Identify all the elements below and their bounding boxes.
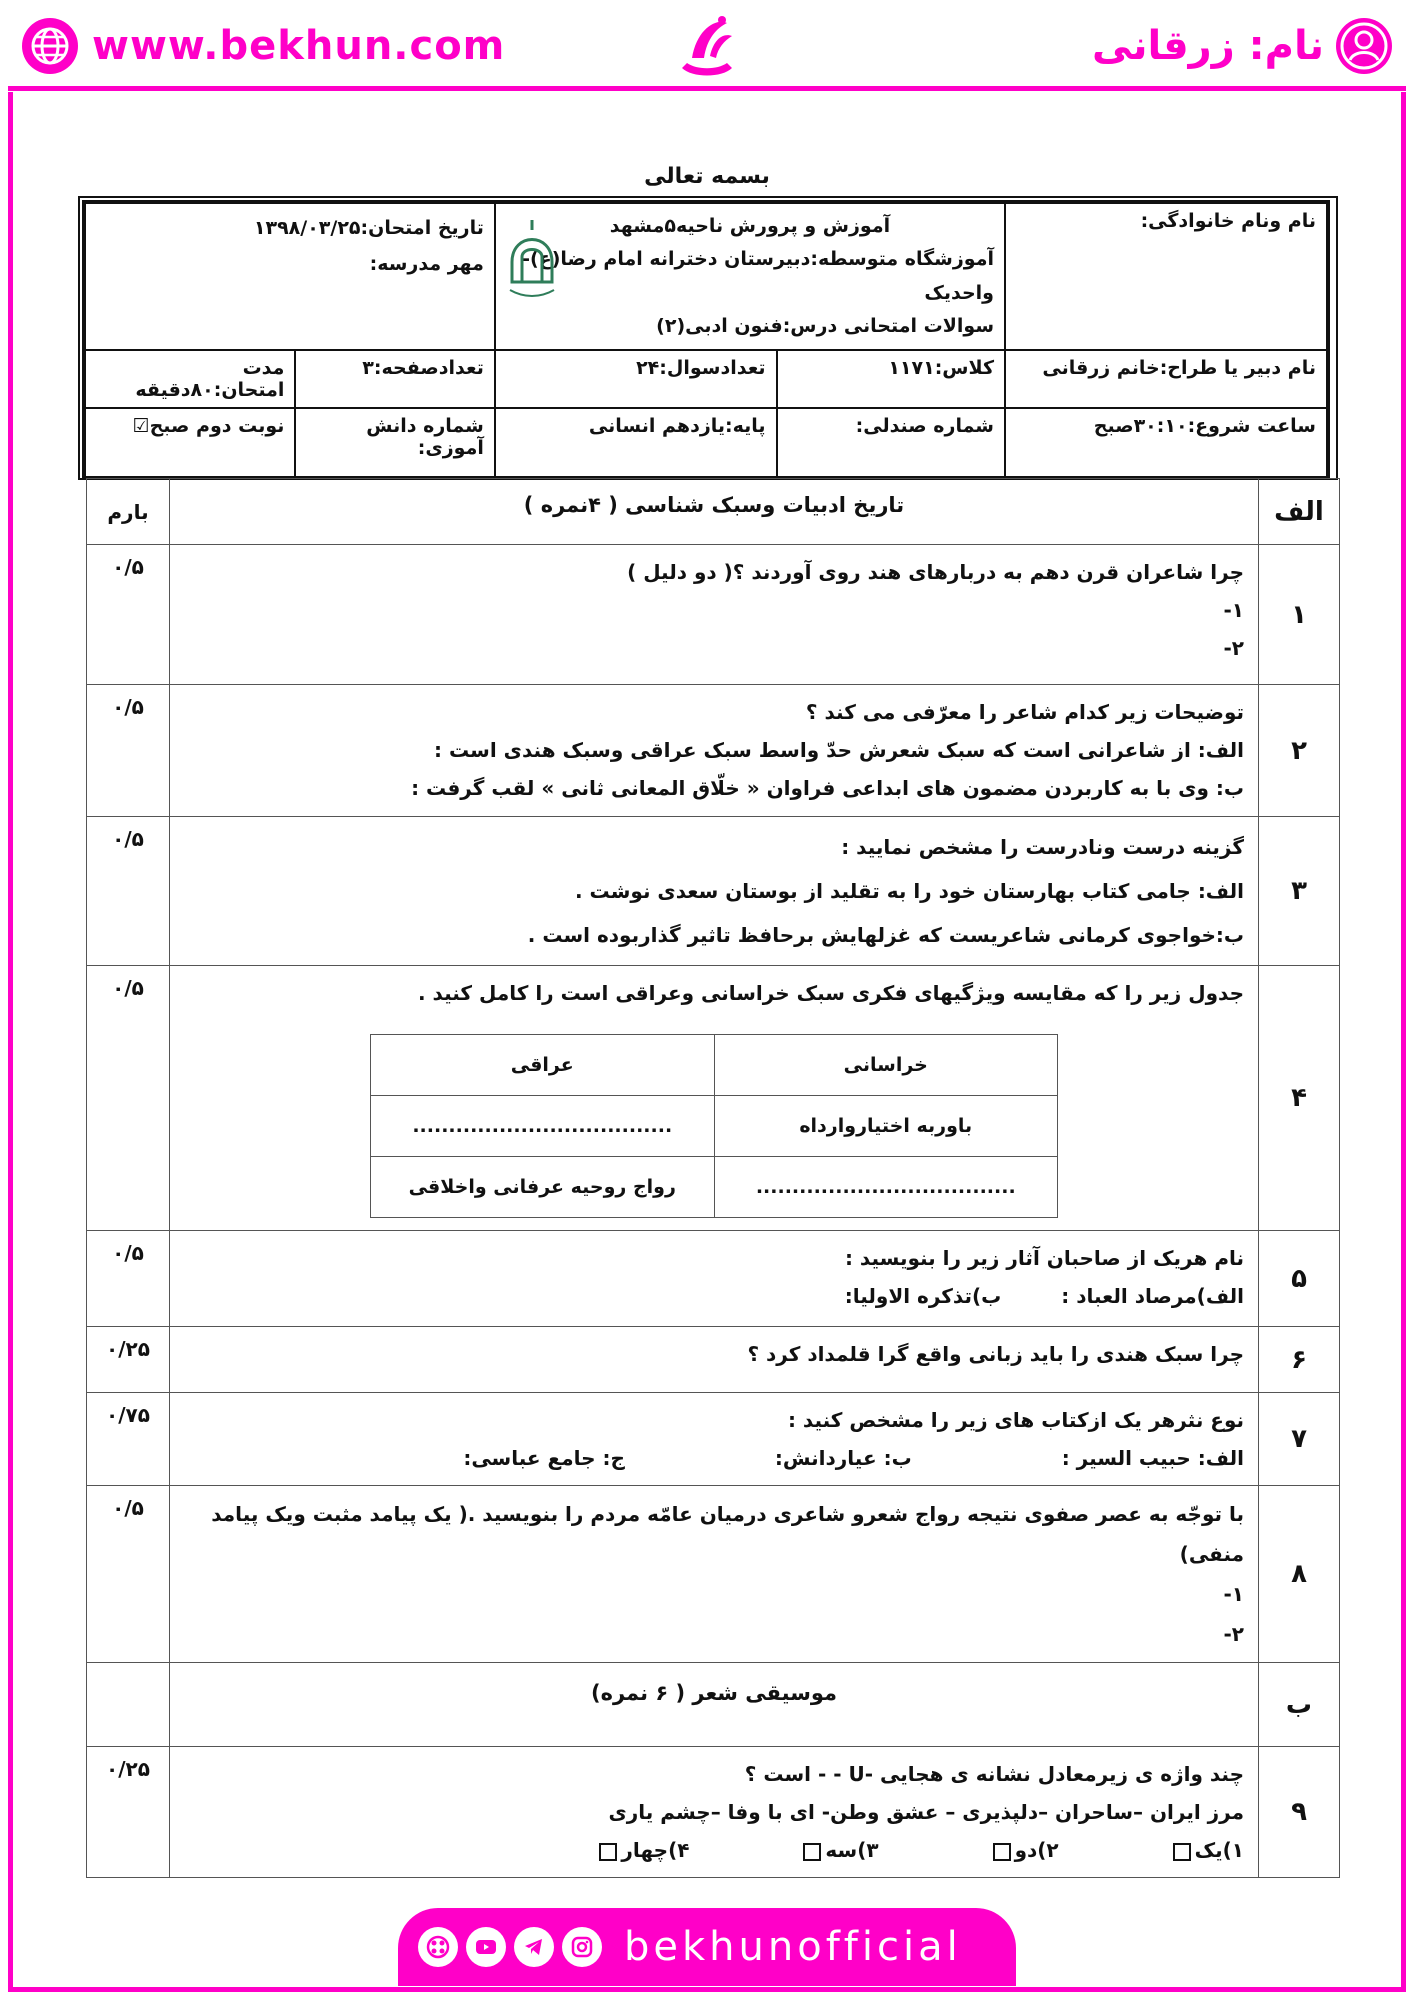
start-time: ساعت شروع:۳۰:۱۰صبح	[1005, 408, 1328, 478]
question-body	[170, 1747, 1259, 1878]
question-row	[87, 1747, 1340, 1878]
exam-duration: مدت امتحان:۸۰دقیقه	[84, 350, 295, 408]
user-icon	[1336, 18, 1392, 74]
question-body	[170, 1393, 1259, 1486]
social-handle[interactable]: bekhunofficial	[624, 1924, 962, 1970]
question-part-b: ب)تذکره الاولیا:	[844, 1284, 1002, 1308]
question-body	[170, 545, 1259, 685]
page-heading: بسمه تعالی	[644, 164, 770, 189]
class-number: کلاس:۱۱۷۱	[777, 350, 1005, 408]
question-row	[87, 817, 1340, 966]
question-row	[87, 1486, 1340, 1663]
answer-options	[184, 1831, 1244, 1869]
question-number: ۵	[1259, 1231, 1340, 1327]
section-a-title: تاریخ ادبیات وسبک شناسی ( ۴نمره )	[170, 479, 1259, 545]
question-parts	[184, 1277, 1244, 1315]
telegram-icon[interactable]	[514, 1927, 554, 1967]
exam-shift: نوبت دوم صبح☑	[84, 408, 295, 478]
question-body	[170, 685, 1259, 817]
table-cell: باوربه اختیاروارداه	[714, 1096, 1058, 1157]
question-part-b: ب: عیاردانش:	[774, 1446, 912, 1470]
student-number[interactable]: شماره دانش آموزی:	[295, 408, 494, 478]
checkbox[interactable]	[993, 1843, 1011, 1861]
question-count: تعدادسوال:۲۴	[495, 350, 777, 408]
social-bar	[398, 1908, 1016, 1986]
question-part-c: ج: جامع عباسی:	[463, 1446, 625, 1470]
aparat-icon[interactable]	[418, 1927, 458, 1967]
question-text: گزینه درست ونادرست را مشخص نمایید :	[841, 835, 1244, 859]
seat-number[interactable]: شماره صندلی:	[777, 408, 1005, 478]
answer-line[interactable]: ۱-	[1223, 598, 1244, 622]
site-url: www.bekhun.com	[92, 23, 506, 69]
option-label: ۲)دو	[1014, 1838, 1059, 1862]
score-header: بارم	[87, 479, 170, 545]
site-link[interactable]	[22, 16, 505, 76]
question-text: نوع نثرهر یک ازکتاب های زیر را مشخص کنید :	[787, 1408, 1244, 1432]
checkbox[interactable]	[599, 1843, 617, 1861]
question-parts	[184, 1439, 1244, 1477]
student-name	[1092, 16, 1392, 76]
question-part-a: الف: جامی کتاب بهارستان خود را به تقلید از بوستان سعدی نوشت .	[575, 879, 1244, 903]
question-number: ۸	[1259, 1486, 1340, 1663]
word-list: مرز ایران –ساحران –دلپذیری – عشق وطن- ای با وفا –چشم یاری	[608, 1800, 1244, 1824]
question-part-a: الف: حبیب السیر :	[1061, 1446, 1244, 1470]
school-info	[495, 202, 1005, 350]
question-row	[87, 1327, 1340, 1393]
school-seal-label: مهر مدرسه:	[369, 253, 484, 276]
empty-score-cell	[87, 1663, 170, 1747]
student-name-label: نام: زرقانی	[1091, 23, 1324, 69]
question-number: ۴	[1259, 966, 1340, 1231]
family-name-field[interactable]	[1005, 202, 1328, 350]
section-b-letter: ب	[1259, 1663, 1340, 1747]
question-body	[170, 1486, 1259, 1663]
column-header-khorasani: خراسانی	[714, 1035, 1058, 1096]
comparison-table	[370, 1034, 1058, 1218]
checkbox[interactable]	[1173, 1843, 1191, 1861]
question-row	[87, 1393, 1340, 1486]
question-part-b: ب:خواجوی کرمانی شاعریست که غزلهایش برحافظ تاثیر گذاربوده است .	[527, 923, 1244, 947]
school-name: آموزشگاه متوسطه:دبیرستان دخترانه امام رضا(ع)-واحدیک	[522, 248, 994, 304]
top-divider	[8, 86, 1406, 91]
option-3[interactable]	[799, 1831, 878, 1869]
question-body	[170, 817, 1259, 966]
question-row	[87, 685, 1340, 817]
question-text: جدول زیر را که مقایسه ویژگیهای فکری سبک خراسانی وعراقی است را کامل کنید .	[417, 981, 1244, 1005]
question-score: ۰/۲۵	[87, 1327, 170, 1393]
answer-blank[interactable]: ....................................	[714, 1157, 1058, 1218]
question-score: ۰/۵	[87, 545, 170, 685]
answer-line[interactable]: ۲-	[1223, 1622, 1244, 1646]
youtube-icon[interactable]	[466, 1927, 506, 1967]
option-label: ۱)یک	[1194, 1838, 1244, 1862]
question-text: با توجّه به عصر صفوی نتیجه رواج شعرو شاعری درمیان عامّه مردم را بنویسید .( یک پیامد مثبت ویک پیامد منفی)	[211, 1502, 1244, 1566]
option-1[interactable]	[1169, 1831, 1244, 1869]
question-score: ۰/۵	[87, 1486, 170, 1663]
option-label: ۴)چهار	[621, 1838, 690, 1862]
exam-date: تاریخ امتحان:۱۳۹۸/۰۳/۲۵	[253, 217, 484, 239]
section-a-letter: الف	[1259, 479, 1340, 545]
option-4[interactable]	[595, 1831, 689, 1869]
globe-icon	[22, 18, 78, 74]
question-score: ۰/۷۵	[87, 1393, 170, 1486]
column-header-eraghi: عراقی	[371, 1035, 715, 1096]
question-text: چرا سبک هندی را باید زبانی واقع گرا قلمداد کرد ؟	[747, 1342, 1244, 1366]
answer-line[interactable]: ۲-	[1223, 636, 1244, 660]
question-text: نام هریک از صاحبان آثار زیر را بنویسید :	[844, 1246, 1244, 1270]
question-number: ۲	[1259, 685, 1340, 817]
question-number: ۹	[1259, 1747, 1340, 1878]
question-row	[87, 545, 1340, 685]
org-name: آموزش و پرورش ناحیه۵مشهد	[609, 215, 891, 237]
question-part-b: ب: وی با به کاربردن مضمون های ابداعی فراوان « خلّاق المعانی ثانی » لقب گرفت :	[411, 776, 1244, 800]
family-name-label: نام ونام خانوادگی:	[1140, 210, 1316, 232]
table-cell: رواج روحیه عرفانی واخلاقی	[371, 1157, 715, 1218]
question-text: چرا شاعران قرن دهم به دربارهای هند روی آوردند ؟( دو دلیل )	[627, 560, 1244, 584]
question-number: ۳	[1259, 817, 1340, 966]
exam-questions	[86, 478, 1340, 1878]
question-body	[170, 966, 1259, 1231]
question-body	[170, 1231, 1259, 1327]
question-score: ۰/۵	[87, 1231, 170, 1327]
question-text: چند واژه ی زیرمعادل نشانه ی هجایی -U - - است ؟	[744, 1762, 1244, 1786]
exam-header	[82, 200, 1330, 480]
page-count: تعدادصفحه:۳	[295, 350, 494, 408]
answer-line[interactable]: ۱-	[1223, 1582, 1244, 1606]
option-2[interactable]	[989, 1831, 1059, 1869]
question-body	[170, 1327, 1259, 1393]
instagram-icon[interactable]	[562, 1927, 602, 1967]
section-b-title: موسیقی شعر ( ۶ نمره)	[170, 1663, 1259, 1747]
grade-level: پایه:یازدهم انسانی	[495, 408, 777, 478]
question-number: ۷	[1259, 1393, 1340, 1486]
question-row	[87, 966, 1340, 1231]
question-row	[87, 1231, 1340, 1327]
exam-title: سوالات امتحانی درس:فنون ادبی(۲)	[656, 314, 994, 337]
question-score: ۰/۵	[87, 966, 170, 1231]
date-seal-cell	[84, 202, 495, 350]
school-emblem	[504, 212, 560, 302]
question-number: ۶	[1259, 1327, 1340, 1393]
question-text: توضیحات زیر کدام شاعر را معرّفی می کند ؟	[805, 700, 1244, 724]
question-score: ۰/۲۵	[87, 1747, 170, 1878]
question-part-a: الف)مرصاد العباد :	[1061, 1284, 1244, 1308]
checkbox[interactable]	[803, 1843, 821, 1861]
question-part-a: الف: از شاعرانی است که سبک شعرش حدّ واسط سبک عراقی وسبک هندی است :	[434, 738, 1244, 762]
answer-blank[interactable]: ....................................	[371, 1096, 715, 1157]
teacher-name: نام دبیر یا طراح:خانم زرقانی	[1005, 350, 1328, 408]
question-score: ۰/۵	[87, 685, 170, 817]
option-label: ۳)سه	[825, 1838, 879, 1862]
brand-logo	[662, 8, 752, 88]
question-score: ۰/۵	[87, 817, 170, 966]
top-banner	[0, 0, 1414, 92]
question-number: ۱	[1259, 545, 1340, 685]
